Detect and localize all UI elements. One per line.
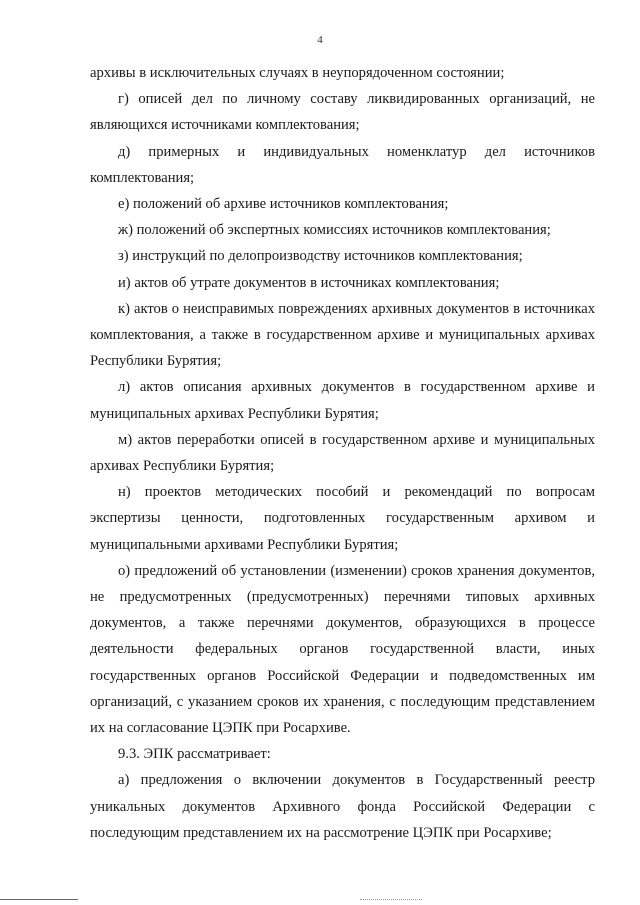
list-item-n: н) проектов методических пособий и рекомендаций по вопросам экспертизы ценности, подготовленных государственным архивом и муниципальными архивами Республики Бурятия; (90, 484, 595, 553)
document-body (90, 60, 595, 846)
list-item-l: л) актов описания архивных документов в государственном архиве и муниципальных архивах Республики Бурятия; (90, 379, 595, 422)
list-item-i: и) актов об утрате документов в источниках комплектования; (118, 274, 500, 291)
page-number: 4 (317, 34, 323, 46)
list-item-m: м) актов переработки описей в государственном архиве и муниципальных архивах Республики Бурятия; (90, 431, 595, 475)
list-item-e: е) положений об архиве источников комплектования; (118, 196, 449, 213)
list-item-d: д) примерных и индивидуальных номенклатур дел источников комплектования; (90, 143, 595, 186)
list-item-o: о) предложений об установлении (изменении) сроков хранения документов, не предусмотренных (предусмотренных) перечнями типовых архивных документов, а также перечнями документов, образующихся в процессе деятельности федеральных органов государственной власти, иных государственных органов Российской Федерации и подведомственных им организаций, с указанием сроков их хранения, с последующим представлением их на согласование ЦЭПК при Росархиве. (90, 562, 595, 737)
paragraph-continuation: архивы в исключительных случаях в неупорядоченном состоянии; (90, 65, 505, 81)
section-heading-9-3: 9.3. ЭПК рассматривает: (118, 746, 271, 763)
list-item-z: з) инструкций по делопроизводству источников комплектования; (118, 248, 523, 265)
footer-scan-mark (360, 899, 422, 901)
list-item-zh: ж) положений об экспертных комиссиях источников комплектования; (118, 222, 551, 239)
list-item-a: а) предложения о включении документов в Государственный реестр уникальных документов Архивного фонда Российской Федерации с последующим представлением их на рассмотрение ЦЭПК при Росархиве; (90, 772, 595, 841)
list-item-g: г) описей дел по личному составу ликвидированных организаций, не являющихся источниками комплектования; (90, 91, 595, 134)
list-item-k: к) актов о неисправимых повреждениях архивных документов в источниках комплектования, а также в государственном архиве и муниципальных архивах Республики Бурятия; (90, 300, 595, 370)
footer-rule (0, 899, 78, 900)
